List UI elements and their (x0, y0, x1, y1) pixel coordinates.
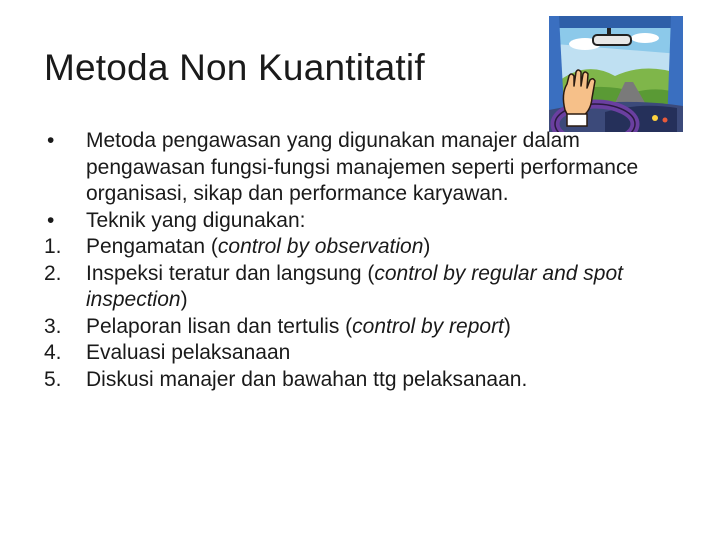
text-italic: control by report (352, 314, 504, 338)
bullet-marker: • (47, 129, 55, 152)
text-plain: Pelaporan lisan dan tertulis ( (86, 314, 353, 338)
numbered-text (86, 234, 684, 261)
text-plain: Evaluasi pelaksanaan (86, 341, 291, 364)
bullet-marker: • (47, 208, 55, 232)
number-marker: 4. (44, 341, 62, 364)
numbered-item (44, 234, 684, 261)
number-marker: 5. (44, 367, 62, 391)
bullet-text: Metoda pengawasan yang digunakan manajer dalam pengawasan fungsi-fungsi manajemen seperti performance organisasi, sikap dan performance karyawan. (86, 129, 639, 205)
bullet-item (44, 128, 684, 208)
numbered-text (86, 314, 684, 341)
text-plain: Pengamatan ( (86, 235, 218, 258)
numbered-text (86, 340, 684, 367)
numbered-item (44, 340, 684, 367)
bullet-text: Teknik yang digunakan: (86, 208, 306, 232)
text-italic: control by observation (217, 235, 424, 258)
number-marker: 1. (44, 235, 62, 258)
number-marker: 2. (44, 261, 62, 285)
text-plain: Inspeksi teratur dan langsung ( (86, 261, 375, 285)
text-plain: ) (503, 314, 511, 338)
text-plain: ) (423, 235, 431, 258)
bullet-item (44, 208, 684, 235)
numbered-text (86, 261, 684, 314)
text-plain: Diskusi manajer dan bawahan ttg pelaksanaan. (86, 367, 528, 391)
car-driving-icon (545, 14, 685, 132)
slide-title: Metoda Non Kuantitatif (44, 47, 425, 88)
numbered-text (86, 367, 684, 394)
numbered-item (44, 314, 684, 341)
text-plain: ) (180, 288, 188, 311)
numbered-item (44, 261, 684, 314)
text-italic: control by regular and spot inspection (86, 261, 623, 311)
numbered-item (44, 367, 684, 394)
body-list (44, 128, 684, 393)
number-marker: 3. (44, 314, 62, 338)
